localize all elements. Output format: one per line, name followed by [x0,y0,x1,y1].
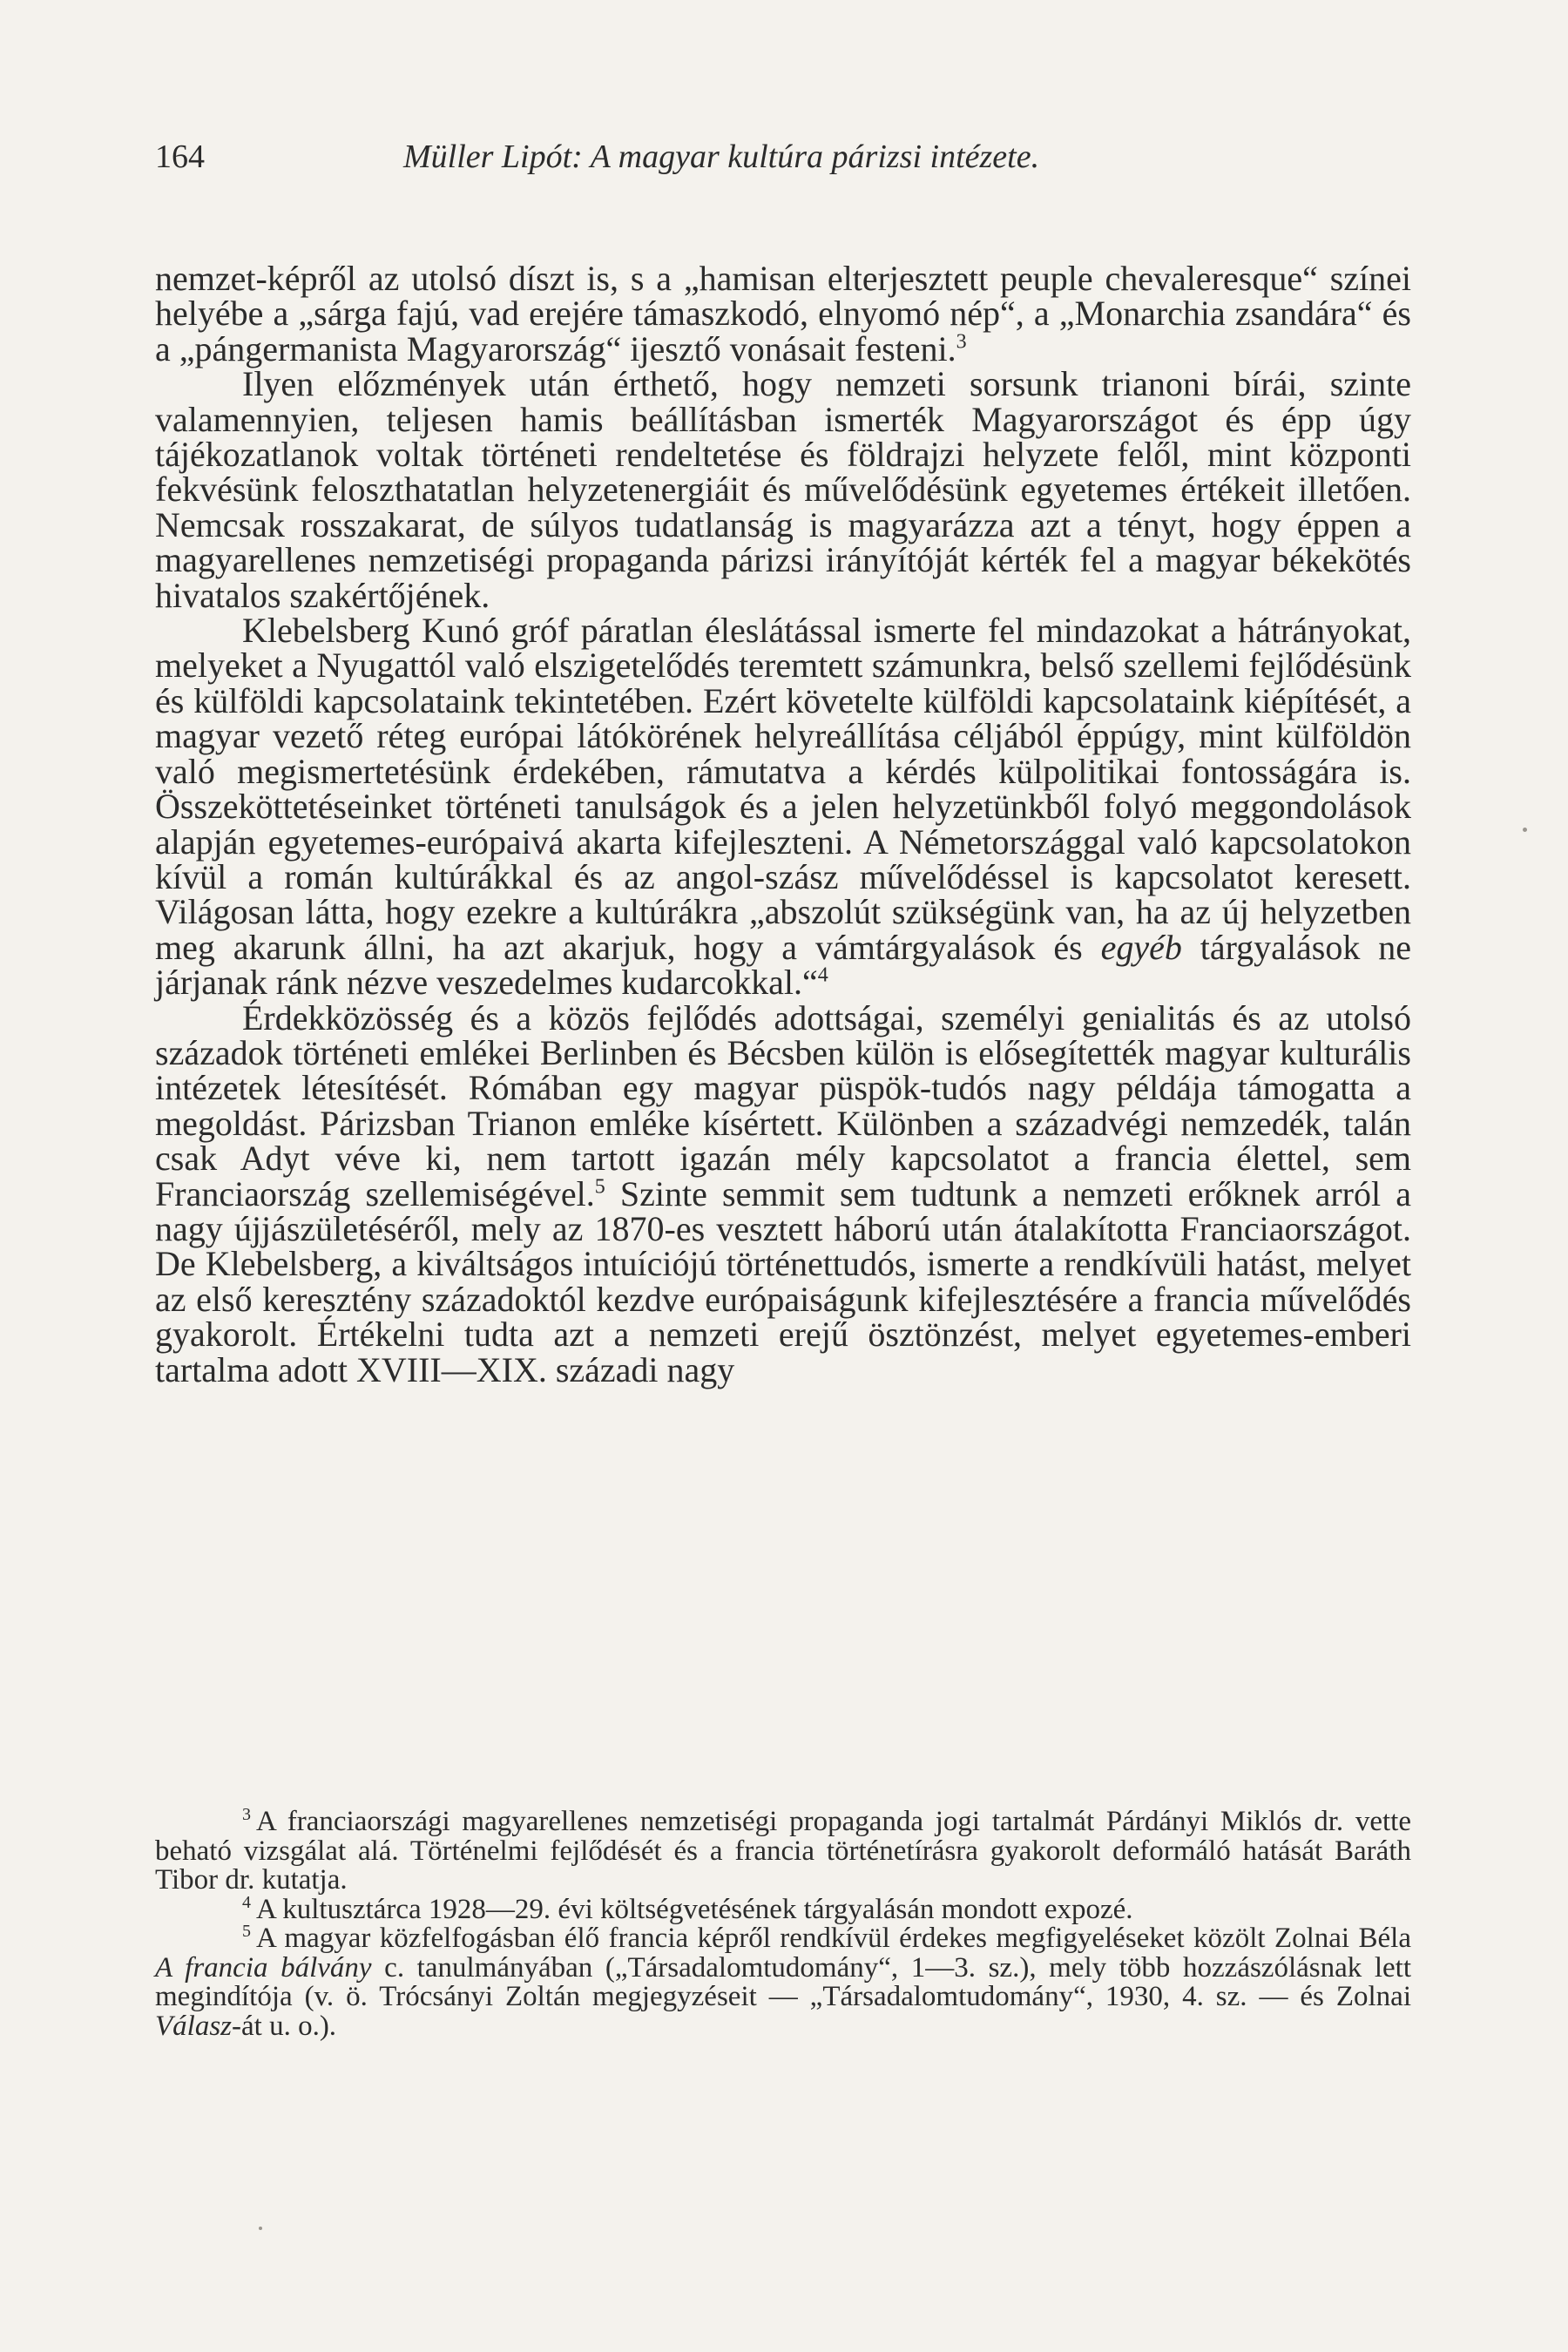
paragraph: Klebelsberg Kunó gróf páratlan éleslátással ismerte fel mindazokat a hátrányokat, melyeket a Nyugattól való elszigetelődés teremtett számunkra, belső szellemi fejlődésünk és külföldi kapcsolataink tekintetében. Ezért követelte külföldi kapcsolataink kiépítését, a magyar vezető réteg európai látókörének helyreállítása céljából éppúgy, mint külföldön való megismertetésünk érdekében, rámutatva a kérdés külpolitikai fontosságára is. Összeköttetéseinket történeti tanulságok és a jelen helyzetünkből folyó meggondolások alapján egyetemes-európaivá akarta kifejleszteni. A Németországgal való kapcsolatokon kívül a román kultúrákkal és az angol-szász művelődéssel is kapcsolatot keresett. Világosan látta, hogy ezekre a kultúrákra „abszolút szükségünk van, ha az új helyzetben meg akarunk állni, ha azt akarjuk, hogy a vámtárgyalások és egyéb tárgyalások ne járjanak ránk nézve veszedelmes kudarcokkal.“$^4$ [155,611,1412,1003]
page-header [155,135,1418,179]
running-title: Müller Lipót: A magyar kultúra párizsi intézete. [403,139,1040,175]
paper-speck [1523,828,1527,832]
emphasis: Válasz [155,2010,233,2042]
footnotes [155,1805,1412,2042]
footnote: $^5$ A magyar közfelfogásban élő francia képről rendkívül érdekes megfigyeléseket közölt Zolnai Béla A francia bálvány c. tanulmányában („Társadalomtudomány“, 1—3. sz.), mely több hozzászólásnak lett megindítója (v. ö. Trócsányi Zoltán megjegyzéseit — „Társadalomtudomány“, 1930, 4. sz. — és Zolnai Válasz-át u. o.). [155,1922,1412,2042]
footnote: $^4$ A kultusztárca 1928—29. évi költségvetésének tárgyalásán mondott expozé. [242,1892,1133,1925]
footnote-number: 4 [242,1892,251,1912]
footnote: $^3$ A franciaországi magyarellenes nemzetiségi propaganda jogi tartalmát Párdányi Miklós dr. vette beható vizsgálat alá. Történelmi fejlődését és a francia történetírásra gyakorolt deformáló hatását Baráth Tibor dr. kutatja. [155,1805,1411,1896]
main-text [155,261,1411,1388]
footnote-reference: 3 [956,330,967,354]
footnote-number: 3 [242,1805,251,1824]
paragraph: Érdekközösség és a közös fejlődés adottságai, személyi genialitás és az utolsó századok történeti emlékei Berlinben és Bécsben külön is elősegítették magyar kulturális intézetek létesítését. Rómában egy magyar püspök-tudós nagy példája támogatta a megoldást. Párizsban Trianon emléke kísértett. Különben a századvégi nemzedék, talán csak Adyt véve ki, nem tartott igazán mély kapcsolatot a francia élettel, sem Franciaország szellemiségével.$^5$ Szinte semmit sem tudtunk a nemzeti erőknek arról a nagy újjászületéséről, mely az 1870-es vesztett háború után átalakította Franciaországot. De Klebelsberg, a kiváltságos intuíciójú történettudós, ismerte a rendkívüli hatást, melyet az első keresztény századoktól kezdve európaiságunk kifejlesztésére a francia művelődés gyakorolt. Értékelni tudta azt a nemzeti erejű ösztönzést, melyet egyetemes-emberi tartalma adott XVIII—XIX. századi nagy [155,997,1412,1389]
paper-speck [259,2227,262,2230]
footnote-reference: 4 [817,963,828,987]
paragraph: Ilyen előzmények után érthető, hogy nemzeti sorsunk trianoni bírái, szinte valamennyien, teljesen hamis beállításban ismerték Magyarországot és épp úgy tájékozatlanok voltak történeti rendeltetése és földrajzi helyzete felől, mint központi fekvésünk feloszthatatlan helyzetenergiáit és művelődésünk egyetemes értékeit illetően. Nemcsak rosszakarat, de súlyos tudatlanság is magyarázza azt a tényt, hogy éppen a magyarellenes nemzetiségi propaganda párizsi irányítóját kérték fel a magyar békekötés hivatalos szakértőjének. [155,364,1411,615]
footnote-reference: 5 [594,1175,605,1199]
footnote-number: 5 [242,1922,251,1941]
emphasis: A francia bálvány [155,1951,372,1984]
page-number: 164 [155,139,205,175]
emphasis: egyéb [1100,927,1182,967]
paragraph: nemzet-képről az utolsó díszt is, s a „hamisan elterjesztett peuple chevaleresque“ színei helyébe a „sárga fajú, vad erejére támaszkodó, elnyomó nép“, a „Monarchia zsandára“ és a „pángermanista Magyarország“ ijesztő vonásait festeni.$^3$ [155,259,1411,368]
